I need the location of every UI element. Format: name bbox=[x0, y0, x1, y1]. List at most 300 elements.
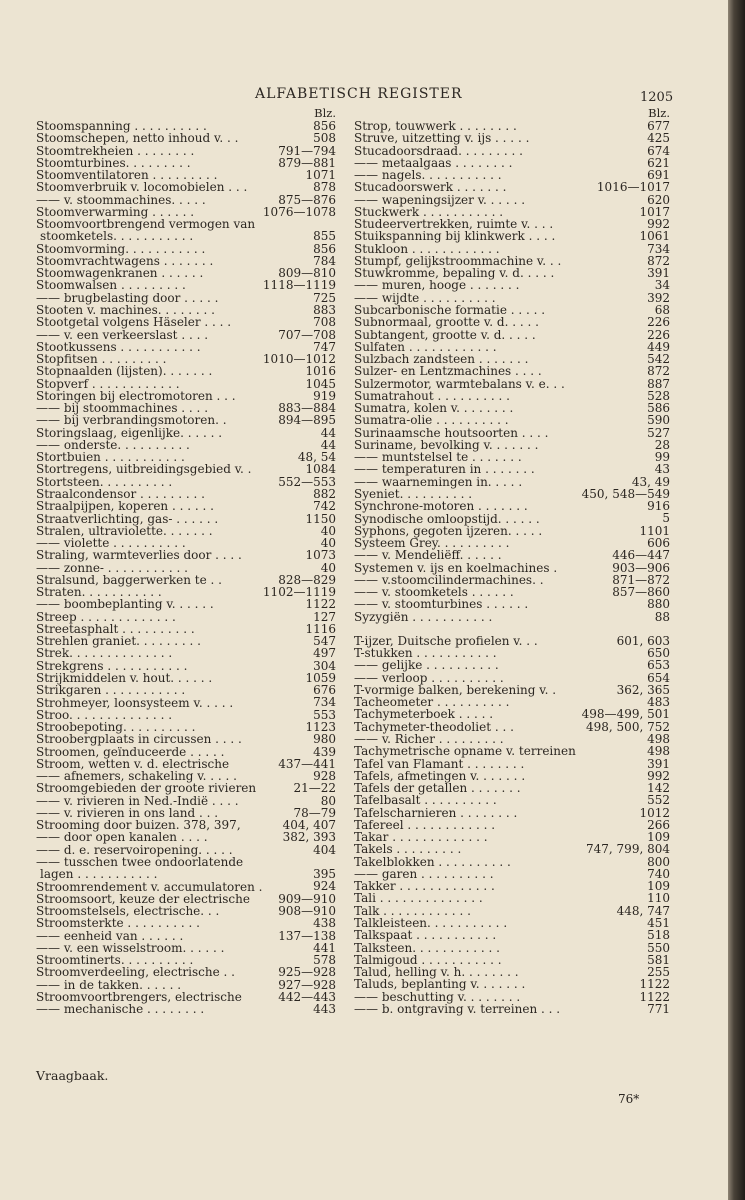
index-entry-page: 875—876 bbox=[278, 192, 336, 207]
index-entry-text: Stroom, wetten v. d. electrische bbox=[36, 756, 230, 771]
index-entry-text: —— v. stoomturbines . . . . . . bbox=[354, 597, 529, 612]
index-entry bbox=[354, 562, 670, 574]
index-entry-text: —— wapeningsijzer v. . . . . . bbox=[354, 192, 526, 207]
index-entry bbox=[354, 659, 670, 671]
index-entry-page: 439 bbox=[313, 744, 336, 759]
index-entry-text: —— v. stoommachines. . . . . bbox=[36, 192, 206, 207]
index-entry-page: 44 bbox=[320, 425, 336, 440]
index-entry-page: 80 bbox=[320, 793, 336, 808]
index-entry-text: —— afnemers, schakeling v. . . . . bbox=[36, 769, 237, 784]
footer-signature-mark: 76* bbox=[618, 1092, 640, 1106]
index-entry-text: Stoomtrekheien . . . . . . . . bbox=[36, 143, 195, 158]
index-entry-text: —— v. Mendeliëff. . . . . . bbox=[354, 548, 502, 563]
index-entry-text: —— v. een wisselstroom. . . . . . bbox=[36, 940, 225, 955]
index-entry-page: 856 bbox=[313, 118, 336, 133]
index-entry bbox=[354, 978, 670, 990]
index-entry-text: Stoomwagenkranen . . . . . . bbox=[36, 266, 204, 281]
index-entry-text: Straten. . . . . . . . . . . bbox=[36, 585, 162, 600]
index-entry-text: Tafel van Flamant . . . . . . . . bbox=[354, 756, 525, 771]
index-entry bbox=[354, 463, 670, 475]
index-entry-page: 498—499, 501 bbox=[581, 707, 670, 722]
index-entry bbox=[354, 378, 670, 390]
index-entry bbox=[354, 329, 670, 341]
index-entry-page: 528 bbox=[647, 388, 670, 403]
index-entry-page: 1073 bbox=[305, 548, 336, 563]
index-entry-page: 872 bbox=[647, 253, 670, 268]
index-entry-text: Stroomvoortbrengers, electrische bbox=[36, 989, 242, 1004]
index-entry bbox=[36, 513, 336, 525]
page-edge bbox=[728, 0, 745, 1200]
index-entry-page: 226 bbox=[647, 315, 670, 330]
index-entry-text: Takels . . . . . . . . . bbox=[354, 842, 462, 857]
index-entry-page: 127 bbox=[313, 609, 336, 624]
index-entry-text: Tachymetrische opname v. terreinen bbox=[354, 744, 576, 759]
index-entry-page: 518 bbox=[647, 928, 670, 943]
index-entry-page: 404 bbox=[313, 842, 336, 857]
index-entry-text: Stroomsterkte . . . . . . . . . . bbox=[36, 916, 200, 931]
index-entry-page: 449 bbox=[647, 339, 670, 354]
index-entry-page: 552 bbox=[647, 793, 670, 808]
index-entry bbox=[36, 697, 336, 709]
index-entry-text: Strijkmiddelen v. hout. . . . . . bbox=[36, 670, 213, 685]
index-entry bbox=[354, 132, 670, 144]
page-title: ALFABETISCH REGISTER bbox=[255, 86, 463, 102]
index-entry-page: 40 bbox=[320, 560, 336, 575]
index-entry-page: 857—860 bbox=[612, 585, 670, 600]
index-entries-left bbox=[36, 120, 336, 1015]
index-entry-text: —— d. e. reservoiropening. . . . . bbox=[36, 842, 233, 857]
index-entry-text: Sulzermotor, warmtebalans v. e. . . bbox=[354, 376, 565, 391]
index-entry-text: Stoomvrachtwagens . . . . . . . bbox=[36, 253, 214, 268]
index-entry bbox=[354, 611, 670, 623]
index-entry-text: Stopverf . . . . . . . . . . . . bbox=[36, 376, 180, 391]
index-entry bbox=[354, 549, 670, 561]
index-entry-text: Taluds, beplanting v. . . . . . . bbox=[354, 977, 526, 992]
index-entry-text: —— garen . . . . . . . . . . bbox=[354, 866, 494, 881]
index-entry bbox=[36, 132, 336, 144]
index-entry-page: 734 bbox=[313, 695, 336, 710]
index-entry-text: Streetasphalt . . . . . . . . . . bbox=[36, 621, 195, 636]
index-entry-page: 992 bbox=[647, 768, 670, 783]
index-entry-text: —— waarnemingen in. . . . . bbox=[354, 474, 523, 489]
footer-book-title: Vraagbaak. bbox=[36, 1068, 109, 1083]
index-entry-page: 581 bbox=[647, 952, 670, 967]
blz-column-label: Blz. bbox=[648, 106, 670, 120]
index-entry-text: Stoomvorming. . . . . . . . . . . bbox=[36, 241, 206, 256]
index-entry-text: —— mechanische . . . . . . . . bbox=[36, 1002, 205, 1017]
index-entry-text: —— temperaturen in . . . . . . . bbox=[354, 462, 535, 477]
index-entry-page: 601, 603 bbox=[616, 633, 670, 648]
index-entry-page: 620 bbox=[647, 192, 670, 207]
index-entry-text: —— eenheid van . . . . . . bbox=[36, 928, 184, 943]
index-entry-page: 894—895 bbox=[278, 413, 336, 428]
index-entry bbox=[36, 562, 336, 574]
index-entry-page: 1123 bbox=[305, 720, 336, 735]
index-entry-page: 40 bbox=[320, 536, 336, 551]
index-entry-page: 497 bbox=[313, 646, 336, 661]
index-entry bbox=[36, 930, 336, 942]
index-entry-page: 425 bbox=[647, 131, 670, 146]
index-entry-page: 1122 bbox=[305, 597, 336, 612]
index-entry-text: Stroobepoting. . . . . . . . . . bbox=[36, 720, 196, 735]
index-entry-text: —— zonne- . . . . . . . . . . . bbox=[36, 560, 188, 575]
index-entry-page: 542 bbox=[647, 352, 670, 367]
index-entry-page: 304 bbox=[313, 658, 336, 673]
index-entry-page: 1118—1119 bbox=[262, 278, 336, 293]
index-entry-page: 1084 bbox=[305, 462, 336, 477]
index-entry-page: 43, 49 bbox=[631, 474, 670, 489]
index-entry bbox=[354, 758, 670, 770]
index-entry-text: Stortregens, uitbreidingsgebied v. . bbox=[36, 462, 252, 477]
index-entry-page: 791—794 bbox=[278, 143, 336, 158]
index-entry-text: —— v. rivieren in Ned.-Indië . . . . bbox=[36, 793, 239, 808]
index-entry bbox=[354, 230, 670, 242]
index-entry-text: Stootgetal volgens Häseler . . . . bbox=[36, 315, 232, 330]
index-entry-page: 5 bbox=[662, 511, 670, 526]
index-entry-text: Stuikspanning bij klinkwerk . . . . bbox=[354, 229, 556, 244]
index-entry-text: T-stukken . . . . . . . . . . . bbox=[354, 646, 497, 661]
index-entry-text: Suriname, bevolking v. . . . . . . bbox=[354, 437, 539, 452]
index-entry bbox=[36, 329, 336, 341]
index-entry-text: Tacheometer . . . . . . . . . . bbox=[354, 695, 510, 710]
index-entry-page: 21—22 bbox=[293, 781, 336, 796]
index-entry-page: 1076—1078 bbox=[262, 204, 336, 219]
index-entry bbox=[354, 1003, 670, 1015]
index-entry bbox=[36, 500, 336, 512]
index-entry bbox=[36, 414, 336, 426]
index-entry-text: Strehlen graniet. . . . . . . . . bbox=[36, 634, 201, 649]
index-entry-page: 255 bbox=[647, 965, 670, 980]
index-entry-text: Talksteen. . . . . . . . . . . . bbox=[354, 940, 500, 955]
index-entry-page: 809—810 bbox=[278, 266, 336, 281]
index-entry-text: Stralen, ultraviolette. . . . . . . bbox=[36, 523, 213, 538]
index-entry-page: 650 bbox=[647, 646, 670, 661]
index-entry-text: Talmigoud . . . . . . . . . . . bbox=[354, 952, 502, 967]
index-column-left bbox=[36, 107, 336, 1015]
index-entry-text: Stoomturbines. . . . . . . . . bbox=[36, 155, 191, 170]
index-entry-page: 1045 bbox=[305, 376, 336, 391]
index-entry-text: Stroomverdeeling, electrische . . bbox=[36, 965, 235, 980]
index-entry bbox=[354, 513, 670, 525]
index-entry-page: 992 bbox=[647, 217, 670, 232]
index-entry-page: 916 bbox=[647, 499, 670, 514]
index-entry-text: Systeem Grey. . . . . . . . . . bbox=[354, 536, 510, 551]
index-entry bbox=[36, 733, 336, 745]
index-entry-text: —— beschutting v. . . . . . . . bbox=[354, 989, 521, 1004]
index-entry-text: Strikgaren . . . . . . . . . . . bbox=[36, 683, 186, 698]
index-entry-text: Storingen bij electromotoren . . . bbox=[36, 388, 236, 403]
index-entry-text: —— muntstelsel te . . . . . . . bbox=[354, 450, 522, 465]
index-entry-page: 740 bbox=[647, 866, 670, 881]
index-entry-page: 109 bbox=[647, 879, 670, 894]
index-entry-text: —— nagels. . . . . . . . . . . bbox=[354, 168, 502, 183]
index-entry-page: 404, 407 bbox=[282, 818, 336, 833]
index-entry-text: Tachymeter-theodoliet . . . bbox=[354, 719, 514, 734]
index-entry-text: Stralsund, baggerwerken te . . bbox=[36, 572, 222, 587]
index-entry-page: 442—443 bbox=[278, 989, 336, 1004]
index-entry-page: 586 bbox=[647, 401, 670, 416]
index-entry bbox=[36, 316, 336, 328]
index-entry-page: 446—447 bbox=[612, 548, 670, 563]
index-entry-page: 800 bbox=[647, 854, 670, 869]
index-entry-page: 880 bbox=[647, 597, 670, 612]
index-entry-text: Stroo. . . . . . . . . . . . . . bbox=[36, 707, 173, 722]
index-entry-text: Stumpf, gelijkstroommachine v. . . bbox=[354, 253, 562, 268]
index-entry-text: —— b. ontgraving v. terreinen . . . bbox=[354, 1001, 561, 1016]
index-entry-text: —— v. stoomketels . . . . . . bbox=[354, 585, 514, 600]
index-entry-page: 927—928 bbox=[278, 977, 336, 992]
index-entry-page: 734 bbox=[647, 241, 670, 256]
index-entry-page: 498 bbox=[647, 732, 670, 746]
index-entry-text: Streep . . . . . . . . . . . . . bbox=[36, 609, 176, 624]
index-entry-text: Talkspaat . . . . . . . . . . . bbox=[354, 928, 497, 943]
index-entry-text: Subcarbonische formatie . . . . . bbox=[354, 302, 546, 317]
index-entry-text: Stroomrendement v. accumulatoren . bbox=[36, 879, 263, 894]
index-entry-text: —— bij stoommachines . . . . bbox=[36, 401, 209, 416]
index-entry-page: 747 bbox=[313, 339, 336, 354]
index-entry-text: Strohmeyer, loonsysteem v. . . . . bbox=[36, 695, 234, 710]
index-entry-text: Struve, uitzetting v. ijs . . . . . bbox=[354, 131, 530, 146]
index-entry-text: Stopnaalden (lijsten). . . . . . . bbox=[36, 364, 213, 379]
index-entry-page: 1150 bbox=[305, 511, 336, 526]
index-entry-text: Straling, warmteverlies door . . . . bbox=[36, 548, 242, 563]
index-entry-page: 498, 500, 752 bbox=[586, 719, 670, 734]
index-entry-page: 871—872 bbox=[612, 572, 670, 587]
index-entry-text: Tafels, afmetingen v. . . . . . . bbox=[354, 768, 526, 783]
index-entry-page: 908—910 bbox=[278, 904, 336, 919]
index-entry-text: Tafereel . . . . . . . . . . . . bbox=[354, 817, 496, 832]
index-entry-text: —— v. een verkeerslast . . . . bbox=[36, 327, 209, 342]
index-entry-page: 552—553 bbox=[278, 474, 336, 489]
index-entry-page: 980 bbox=[313, 732, 336, 747]
index-entry-page: 771 bbox=[647, 1001, 670, 1016]
index-entry-text: —— bij verbrandingsmotoren. . bbox=[36, 413, 227, 428]
index-entry-text: —— brugbelasting door . . . . . bbox=[36, 290, 219, 305]
index-entry-page: 395 bbox=[313, 867, 336, 882]
index-entry-page: 747, 799, 804 bbox=[586, 842, 670, 857]
index-entry-page: 883 bbox=[313, 302, 336, 317]
index-entry-text: Takker . . . . . . . . . . . . . bbox=[354, 879, 495, 894]
index-entry-page: 88 bbox=[654, 609, 670, 624]
index-entry-page: 142 bbox=[647, 781, 670, 796]
index-entry-text: Strop, touwwerk . . . . . . . . bbox=[354, 119, 517, 133]
index-entry-page: 879—881 bbox=[278, 155, 336, 170]
index-entry-text: Stroobergplaats in circussen . . . . bbox=[36, 732, 242, 747]
index-entry-text: Studeervertrekken, ruimte v. . . . bbox=[354, 217, 554, 232]
index-entry-text: Stuckwerk . . . . . . . . . . . bbox=[354, 204, 504, 219]
index-entry-page: 928 bbox=[313, 769, 336, 784]
index-entry-text: Stroomgebieden der groote rivieren bbox=[36, 781, 257, 796]
index-entry-page: 578 bbox=[313, 953, 336, 968]
page-number: 1205 bbox=[640, 90, 674, 105]
index-entry-page: 887 bbox=[647, 376, 670, 391]
index-entry-text: Stootkussens . . . . . . . . . . . bbox=[36, 339, 201, 354]
index-entry-text: Tafelscharnieren . . . . . . . . bbox=[354, 805, 518, 820]
index-entry-text: Storingslaag, eigenlijke. . . . . . bbox=[36, 425, 223, 440]
index-entry-text: —— gelijke . . . . . . . . . . bbox=[354, 658, 499, 673]
index-entry-text: Talk . . . . . . . . . . . . bbox=[354, 903, 471, 918]
index-entry-text: Stucadoorswerk . . . . . . . bbox=[354, 180, 507, 195]
index-entry-text: Systemen v. ijs en koelmachines . bbox=[354, 560, 558, 575]
index-entry bbox=[36, 1003, 336, 1015]
index-entry bbox=[36, 684, 336, 696]
index-entry-text: Stoomvoortbrengend vermogen van bbox=[36, 217, 256, 232]
index-entry-text: Strekgrens . . . . . . . . . . . bbox=[36, 658, 188, 673]
index-entry bbox=[354, 794, 670, 806]
index-entry-page: 621 bbox=[647, 155, 670, 170]
index-entry-page: 882 bbox=[313, 486, 336, 501]
index-entry-text: Tachymeterboek . . . . . bbox=[354, 707, 494, 722]
index-entry-page: 708 bbox=[313, 315, 336, 330]
index-entry-text: Stuwkromme, bepaling v. d. . . . . bbox=[354, 266, 555, 281]
index-entry-text: Talud, helling v. h. . . . . . . . bbox=[354, 965, 519, 980]
index-entry-page: 508 bbox=[313, 131, 336, 146]
index-entry-text: T-vormige balken, berekening v. . bbox=[354, 682, 557, 697]
index-entry-text: Stroomstelsels, electrische. . . bbox=[36, 904, 220, 919]
index-entry bbox=[354, 181, 670, 193]
index-entry-text-continued: stoomketels. . . . . . . . . . . bbox=[40, 229, 194, 244]
index-entry-page: 903—906 bbox=[612, 560, 670, 575]
index-entry-page: 527 bbox=[647, 425, 670, 440]
index-entry-page: 451 bbox=[647, 915, 670, 930]
index-entry-text: Surinaamsche houtsoorten . . . . bbox=[354, 425, 549, 440]
index-entry-text: Strek. . . . . . . . . . . . . . bbox=[36, 646, 173, 661]
index-entry-page: 691 bbox=[647, 168, 670, 183]
index-entry-text: Sumatra-olie . . . . . . . . . . bbox=[354, 413, 509, 428]
index-entry-page: 553 bbox=[313, 707, 336, 722]
index-entry-page: 1016—1017 bbox=[596, 180, 670, 195]
index-column-right bbox=[354, 107, 670, 1015]
index-entry-text: T-ijzer, Duitsche profielen v. . . bbox=[354, 633, 538, 648]
index-entry-text: Takelblokken . . . . . . . . . . bbox=[354, 854, 511, 869]
index-entry-page: 1016 bbox=[305, 364, 336, 379]
index-entry-page: 391 bbox=[647, 756, 670, 771]
index-entry-page: 1102—1119 bbox=[262, 585, 336, 600]
index-entry-page: 43 bbox=[654, 462, 670, 477]
index-entry-text: Straalpijpen, koperen . . . . . . bbox=[36, 499, 214, 514]
index-entry bbox=[354, 929, 670, 941]
index-entry-page: 110 bbox=[647, 891, 670, 906]
index-entry-text: Stoomverbruik v. locomobielen . . . bbox=[36, 180, 248, 195]
index-entry-text: Stukloon . . . . . . . . . . . . bbox=[354, 241, 500, 256]
index-entry-page: 925—928 bbox=[278, 965, 336, 980]
index-entry-text: —— verloop . . . . . . . . . . bbox=[354, 670, 504, 685]
index-entry-text: Stoomwalsen . . . . . . . . . bbox=[36, 278, 186, 293]
index-entry-page: 784 bbox=[313, 253, 336, 268]
index-entry bbox=[36, 549, 336, 561]
index-entry bbox=[354, 365, 670, 377]
index-entry bbox=[36, 598, 336, 610]
index-entry-page: 1012 bbox=[639, 805, 670, 820]
index-entries-right bbox=[354, 120, 670, 1015]
index-entry-page: 137—138 bbox=[278, 928, 336, 943]
index-entry-text: Talkleisteen. . . . . . . . . . . bbox=[354, 916, 508, 930]
index-entry-page: 1101 bbox=[639, 523, 670, 538]
index-entry-page: 437—441 bbox=[278, 756, 336, 771]
index-entry-text: Sumatra, kolen v. . . . . . . . bbox=[354, 401, 514, 416]
index-entry-text: Stoomventilatoren . . . . . . . . . bbox=[36, 168, 218, 183]
index-entry-page: 872 bbox=[647, 364, 670, 379]
index-entry-page: 547 bbox=[313, 634, 336, 649]
index-entry-page: 654 bbox=[647, 670, 670, 685]
index-entry-text: Tali . . . . . . . . . . . . . . bbox=[354, 891, 483, 906]
index-entry-page: 483 bbox=[647, 695, 670, 710]
index-entry bbox=[36, 218, 336, 243]
index-entry-page: 391 bbox=[647, 266, 670, 281]
index-entry-text: Stopfitsen . . . . . . . . . bbox=[36, 352, 167, 367]
index-entry bbox=[36, 463, 336, 475]
index-entry-page: 34 bbox=[654, 278, 670, 293]
index-entry-page: 1122 bbox=[639, 977, 670, 992]
index-entry-text: Stortsteen. . . . . . . . . . bbox=[36, 474, 173, 489]
index-entry-text: Sulzbach zandsteen . . . . . . . bbox=[354, 352, 529, 367]
index-entry bbox=[36, 181, 336, 193]
index-entry-page: 1017 bbox=[639, 204, 670, 219]
index-entry bbox=[36, 145, 336, 157]
index-entry-text: Synchrone-motoren . . . . . . . bbox=[354, 499, 528, 514]
index-entry-page: 677 bbox=[647, 118, 670, 133]
index-entry bbox=[36, 881, 336, 893]
index-entry-text: Stroomen, geïnduceerde . . . . . bbox=[36, 744, 225, 759]
index-entry-page: 1071 bbox=[305, 168, 336, 183]
index-entry-page: 443 bbox=[313, 1002, 336, 1017]
index-entry-text: Stucadoorsdraad. . . . . . . . . bbox=[354, 143, 523, 158]
index-entry bbox=[36, 856, 336, 881]
index-entry-text: —— boombeplanting v. . . . . . bbox=[36, 597, 214, 612]
index-entry-page: 40 bbox=[320, 523, 336, 538]
index-entry-page: 742 bbox=[313, 499, 336, 514]
index-entry-text: —— v.stoomcilindermachines. . bbox=[354, 572, 544, 587]
index-entry-text: Tafelbasalt . . . . . . . . . . bbox=[354, 793, 497, 808]
index-entry-page: 1059 bbox=[305, 670, 336, 685]
index-entry bbox=[36, 917, 336, 929]
index-entry-page: 674 bbox=[647, 143, 670, 158]
index-entry bbox=[354, 745, 670, 757]
index-entry bbox=[36, 279, 336, 291]
index-entry-page: 28 bbox=[654, 437, 670, 452]
index-entry bbox=[36, 782, 336, 794]
index-entry-page: 1061 bbox=[639, 229, 670, 244]
index-entry-text-continued: lagen . . . . . . . . . . . bbox=[40, 867, 158, 882]
index-entry-page: 550 bbox=[647, 940, 670, 955]
index-entry-page: 78—79 bbox=[293, 805, 336, 820]
index-entry bbox=[354, 500, 670, 512]
index-entry-page: 450, 548—549 bbox=[581, 486, 670, 501]
index-entry-text: —— v. rivieren in ons land . . . bbox=[36, 805, 219, 820]
index-entry-text: Syphons, gegoten ijzeren. . . . . bbox=[354, 523, 543, 538]
index-entry-text: Tafels der getallen . . . . . . . bbox=[354, 781, 521, 796]
index-entry-text: —— door open kanalen . . . . bbox=[36, 830, 208, 845]
index-entry bbox=[354, 843, 670, 855]
index-entry-page: 828—829 bbox=[278, 572, 336, 587]
index-entry bbox=[354, 145, 670, 157]
index-entry-page: 707—708 bbox=[278, 327, 336, 342]
index-entry-page: 438 bbox=[313, 916, 336, 931]
index-entry-page: 855 bbox=[313, 229, 336, 244]
index-entry-text: Syeniet. . . . . . . . . . bbox=[354, 486, 473, 501]
index-entry-text: —— onderste. . . . . . . . . . bbox=[36, 437, 190, 452]
index-entry bbox=[354, 316, 670, 328]
index-entry-text: —— in de takken. . . . . . bbox=[36, 977, 182, 992]
index-entry-page: 878 bbox=[313, 180, 336, 195]
index-entry bbox=[354, 598, 670, 610]
index-entry-text: Sulzer- en Lentzmachines . . . . bbox=[354, 364, 542, 379]
index-entry-text: Stooten v. machines. . . . . . . . bbox=[36, 303, 215, 317]
index-entry bbox=[354, 279, 670, 291]
index-entry bbox=[354, 708, 670, 720]
index-entry-page: 1116 bbox=[305, 621, 336, 636]
index-entry bbox=[36, 647, 336, 659]
